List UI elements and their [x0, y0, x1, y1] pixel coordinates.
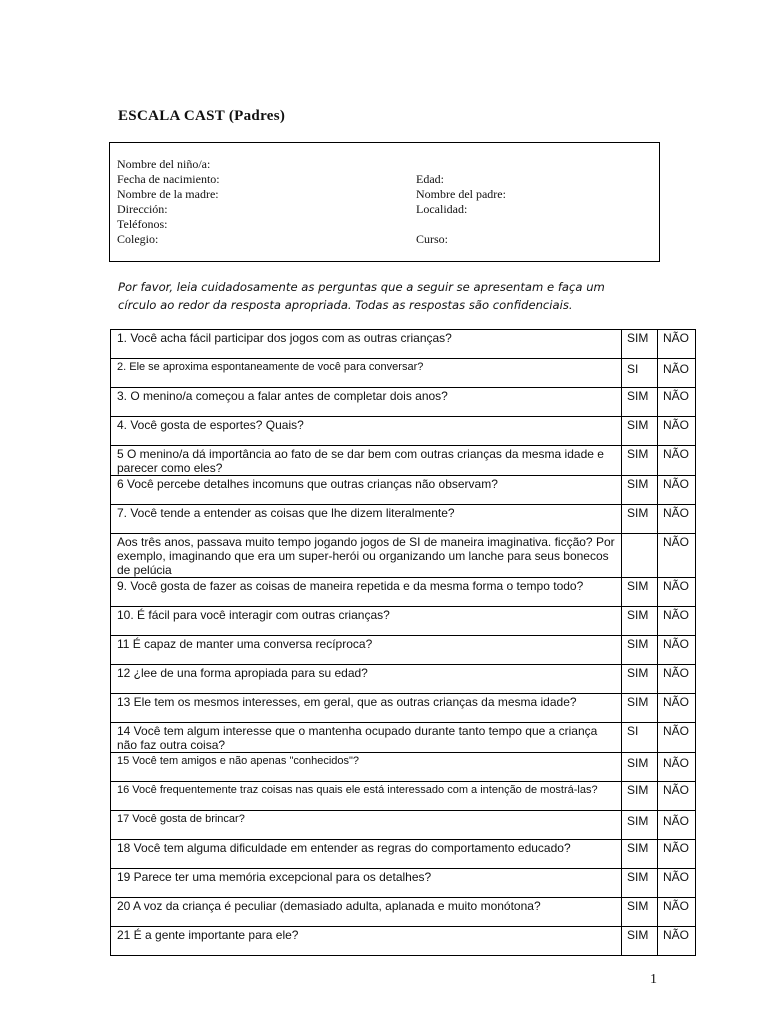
question-text: 14 Você tem algum interesse que o mantenha ocupado durante tanto tempo que a criança não faz outra coisa?	[111, 723, 622, 753]
answer-no-option[interactable]: NÃO	[658, 388, 696, 417]
answer-no-option[interactable]: NÃO	[658, 782, 696, 811]
answer-yes-option[interactable]: SIM	[622, 898, 658, 927]
table-row	[111, 636, 696, 665]
info-label-age: Edad:	[416, 172, 444, 186]
answer-no-option[interactable]: NÃO	[658, 534, 696, 578]
answer-no-option[interactable]: NÃO	[658, 694, 696, 723]
question-text: 16 Você frequentemente traz coisas nas quais ele está interessado com a intenção de mostrá-las?	[111, 782, 622, 811]
answer-no-option[interactable]: NÃO	[658, 578, 696, 607]
info-label-address: Dirección:	[117, 202, 168, 216]
question-text: 4. Você gosta de esportes? Quais?	[111, 417, 622, 446]
answer-no-option[interactable]: NÃO	[658, 927, 696, 956]
question-text: 11 É capaz de manter uma conversa recíproca?	[111, 636, 622, 665]
question-text: 15 Você tem amigos e não apenas "conhecidos"?	[111, 753, 622, 782]
table-row	[111, 665, 696, 694]
document-title: ESCALA CAST (Padres)	[118, 108, 286, 124]
answer-no-option[interactable]: NÃO	[658, 869, 696, 898]
question-text: 13 Ele tem os mesmos interesses, em geral, que as outras crianças da mesma idade?	[111, 694, 622, 723]
table-row	[111, 869, 696, 898]
answer-yes-option[interactable]: SI	[622, 359, 658, 388]
instructions-text: Por favor, leia cuidadosamente as perguntas que a seguir se apresentam e faça um círculo ao redor da resposta apropriada. Todas as respostas são confidenciais.	[118, 280, 605, 312]
question-text: 21 É a gente importante para ele?	[111, 927, 622, 956]
question-text: 19 Parece ter uma memória excepcional para os detalhes?	[111, 869, 622, 898]
answer-yes-option[interactable]: SIM	[622, 505, 658, 534]
answer-no-option[interactable]: NÃO	[658, 723, 696, 753]
answer-yes-option[interactable]: SIM	[622, 446, 658, 476]
question-text: 17 Você gosta de brincar?	[111, 811, 622, 840]
table-row	[111, 330, 696, 359]
child-info-box	[109, 142, 660, 262]
question-text: 1. Você acha fácil participar dos jogos com as outras crianças?	[111, 330, 622, 359]
questions-table	[110, 329, 696, 956]
answer-yes-option[interactable]	[622, 534, 658, 578]
question-text: 20 A voz da criança é peculiar (demasiado adulta, aplanada e muito monótona?	[111, 898, 622, 927]
answer-no-option[interactable]: NÃO	[658, 330, 696, 359]
table-row	[111, 694, 696, 723]
answer-yes-option[interactable]: SIM	[622, 694, 658, 723]
question-text: 18 Você tem alguma dificuldade em entender as regras do comportamento educado?	[111, 840, 622, 869]
table-row	[111, 534, 696, 578]
answer-yes-option[interactable]: SIM	[622, 636, 658, 665]
table-row	[111, 753, 696, 782]
answer-no-option[interactable]: NÃO	[658, 359, 696, 388]
answer-yes-option[interactable]: SIM	[622, 869, 658, 898]
question-text: 10. É fácil para você interagir com outras crianças?	[111, 607, 622, 636]
answer-yes-option[interactable]: SIM	[622, 811, 658, 840]
answer-yes-option[interactable]: SIM	[622, 753, 658, 782]
table-row	[111, 505, 696, 534]
page-number: 1	[650, 972, 657, 987]
info-label-birth-date: Fecha de nacimiento:	[117, 172, 220, 186]
answer-yes-option[interactable]: SIM	[622, 927, 658, 956]
answer-yes-option[interactable]: SIM	[622, 388, 658, 417]
question-text: 6 Você percebe detalhes incomuns que outras crianças não observam?	[111, 476, 622, 505]
info-label-father-name: Nombre del padre:	[416, 187, 506, 201]
answer-yes-option[interactable]: SIM	[622, 417, 658, 446]
table-row	[111, 607, 696, 636]
question-text: 9. Você gosta de fazer as coisas de maneira repetida e da mesma forma o tempo todo?	[111, 578, 622, 607]
table-row	[111, 446, 696, 476]
table-row	[111, 782, 696, 811]
answer-yes-option[interactable]: SIM	[622, 607, 658, 636]
table-row	[111, 811, 696, 840]
answer-yes-option[interactable]: SIM	[622, 476, 658, 505]
answer-no-option[interactable]: NÃO	[658, 417, 696, 446]
question-text: Aos três anos, passava muito tempo jogando jogos de SI de maneira imaginativa. ficção? Por exemplo, imaginando que era um super-herói ou organizando um lanche para seus bonecos de pelúcia	[111, 534, 622, 578]
answer-no-option[interactable]: NÃO	[658, 840, 696, 869]
info-label-locality: Localidad:	[416, 202, 468, 216]
answer-no-option[interactable]: NÃO	[658, 811, 696, 840]
answer-yes-option[interactable]: SIM	[622, 782, 658, 811]
table-row	[111, 927, 696, 956]
table-row	[111, 723, 696, 753]
answer-no-option[interactable]: NÃO	[658, 753, 696, 782]
question-text: 2. Ele se aproxima espontaneamente de você para conversar?	[111, 359, 622, 388]
question-text: 12 ¿lee de una forma apropiada para su edad?	[111, 665, 622, 694]
question-text: 3. O menino/a começou a falar antes de completar dois anos?	[111, 388, 622, 417]
table-row	[111, 359, 696, 388]
info-label-school: Colegio:	[117, 232, 159, 246]
table-row	[111, 476, 696, 505]
answer-no-option[interactable]: NÃO	[658, 898, 696, 927]
answer-no-option[interactable]: NÃO	[658, 607, 696, 636]
table-row	[111, 898, 696, 927]
answer-no-option[interactable]: NÃO	[658, 446, 696, 476]
answer-no-option[interactable]: NÃO	[658, 636, 696, 665]
table-row	[111, 388, 696, 417]
answer-no-option[interactable]: NÃO	[658, 505, 696, 534]
answer-no-option[interactable]: NÃO	[658, 665, 696, 694]
answer-yes-option[interactable]: SIM	[622, 578, 658, 607]
info-label-grade: Curso:	[416, 232, 449, 246]
table-row	[111, 840, 696, 869]
question-text: 5 O menino/a dá importância ao fato de se dar bem com outras crianças da mesma idade e parecer como eles?	[111, 446, 622, 476]
answer-yes-option[interactable]: SIM	[622, 330, 658, 359]
info-label-child-name: Nombre del niño/a:	[117, 157, 211, 171]
info-label-phones: Teléfonos:	[117, 217, 168, 231]
question-text: 7. Você tende a entender as coisas que lhe dizem literalmente?	[111, 505, 622, 534]
table-row	[111, 417, 696, 446]
answer-yes-option[interactable]: SIM	[622, 840, 658, 869]
answer-no-option[interactable]: NÃO	[658, 476, 696, 505]
table-row	[111, 578, 696, 607]
answer-yes-option[interactable]: SIM	[622, 665, 658, 694]
answer-yes-option[interactable]: SI	[622, 723, 658, 753]
info-label-mother-name: Nombre de la madre:	[117, 187, 219, 201]
